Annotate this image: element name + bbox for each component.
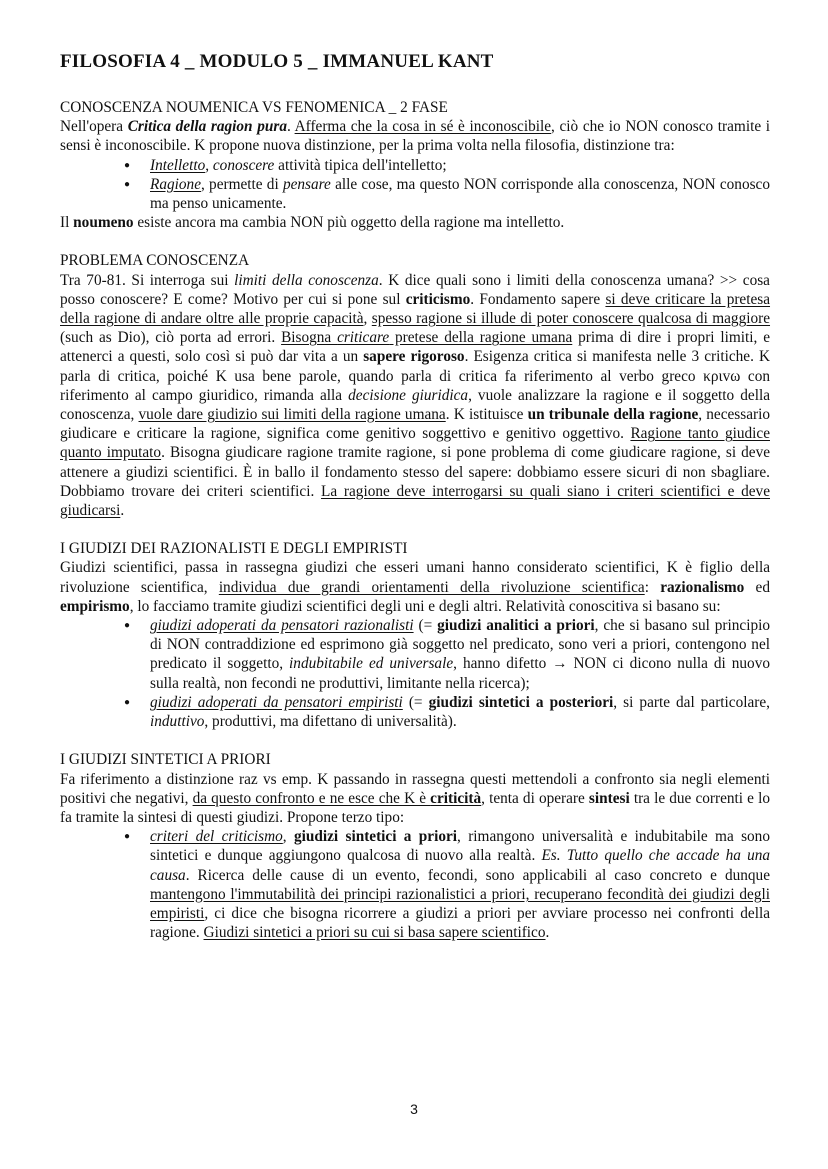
page-number: 3 <box>410 1101 418 1117</box>
section-giudizi-sintetici-a-priori <box>60 750 770 942</box>
bullet-list <box>60 156 770 214</box>
section-heading: I GIUDIZI SINTETICI A PRIORI <box>60 751 271 769</box>
document-page <box>60 50 770 961</box>
paragraph: Giudizi scientifici, passa in rassegna giudizi che esseri umani hanno considerato scientifici, K è figlio della rivoluzione scientifica, individua due grandi orientamenti della rivoluzione scientifica: razionalismo ed empirismo, lo facciamo tramite giudizi scientifici degli uni e degli altri. Relatività conoscitiva si basano su: <box>60 559 770 615</box>
document-title: FILOSOFIA 4 _ MODULO 5 _ IMMANUEL KANT <box>60 51 494 72</box>
paragraph: Il noumeno esiste ancora ma cambia NON più oggetto della ragione ma intelletto. <box>60 214 565 232</box>
list-item: ● criteri del criticismo, giudizi sintetici a priori, rimangono universalità e indubitabile ma sono sintetici e dunque aggiungono qualcosa di nuovo alla realtà. Es. Tutto quello che accade ha una causa. Ricerca delle cause di un evento, fecondi, sono applicabili al caso concreto e dunque mantengono l'immutabilità dei principi razionalistici a priori, recuperano fecondità dei giudizi degli empiristi, ci dice che bisogna ricorrere a giudizi a priori per avviare processo nei confronti della ragione. Giudizi sintetici a priori su cui si basa sapere scientifico. <box>150 827 770 942</box>
list-item: ● giudizi adoperati da pensatori empiristi (= giudizi sintetici a posteriori, si parte dal particolare, induttivo, produttivi, ma difettano di universalità). <box>150 693 770 731</box>
section-heading: PROBLEMA CONOSCENZA <box>60 252 250 270</box>
bullet-list <box>60 827 770 942</box>
list-item: ● giudizi adoperati da pensatori razionalisti (= giudizi analitici a priori, che si basano sul principio di NON contraddizione ed esprimono già soggetto nel predicato, sono veri a priori, contengono nel predicato il soggetto, indubitabile ed universale, hanno difetto → NON ci dicono nulla di nuovo sulla realtà, non fecondi ne produttivi, limitante nella ricerca); <box>150 616 770 693</box>
bullet-list <box>60 616 770 731</box>
paragraph: Fa riferimento a distinzione raz vs emp. K passando in rassegna questi mettendoli a confronto sia negli elementi positivi che negativi, da questo confronto e ne esce che K è criticità, tenta di operare sintesi tra le due correnti e lo fa tramite la sintesi di questi giudizi. Propone terzo tipo: <box>60 770 770 826</box>
section-heading: I GIUDIZI DEI RAZIONALISTI E DEGLI EMPIRISTI <box>60 540 408 558</box>
section-problema-conoscenza <box>60 251 770 520</box>
paragraph: Tra 70-81. Si interroga sui limiti della conoscenza. K dice quali sono i limiti della conoscenza umana? >> cosa posso conoscere? E come? Motivo per cui si pone sul criticismo. Fondamento sapere si deve criticare la pretesa della ragione di andare oltre alle proprie capacità, spesso ragione si illude di poter conoscere qualcosa di maggiore (such as Dio), ciò porta ad errori. Bisogna criticare pretese della ragione umana prima di dire i propri limiti, e attenerci a questi, solo così si può dar vita a un sapere rigoroso. Esigenza critica si manifesta nelle 3 critiche. K parla di critica, poiché K usa bene parole, quando parla di critica fa riferimento al verbo greco κριvω con riferimento al campo giuridico, rimanda alla decisione giuridica, vuole analizzare la ragione e il soggetto della conoscenza, vuole dare giudizio sui limiti della ragione umana. K istituisce un tribunale della ragione, necessario giudicare e criticare la ragione, significa come genitivo soggettivo e genitivo oggettivo. Ragione tanto giudice quanto imputato. Bisogna giudicare ragione tramite ragione, si pone problema di come giudicare ragione, si deve attenere a giudizi scientifici. È in ballo il fondamento stesso del sapere: dobbiamo essere sicuri di non sbagliare. Dobbiamo trovare dei criteri scientifici. La ragione deve interrogarsi su quali siano i criteri scientifici e deve giudicarsi. <box>60 271 771 520</box>
section-heading: CONOSCENZA NOUMENICA VS FENOMENICA _ 2 FASE <box>60 99 448 116</box>
list-item: ● Intelletto, conoscere attività tipica dell'intelletto; <box>150 156 770 175</box>
list-item: ● Ragione, permette di pensare alle cose, ma questo NON corrisponde alla conoscenza, NON conosco ma penso unicamente. <box>150 175 770 213</box>
section-noumenica <box>60 98 770 232</box>
section-giudizi-razionalisti-empiristi <box>60 539 770 731</box>
paragraph: Nell'opera Critica della ragion pura. Afferma che la cosa in sé è inconoscibile, ciò che io NON conosco tramite i sensi è inconoscibile. K propone nuova distinzione, per la prima volta nella filosofia, distinzione tra: <box>60 118 770 155</box>
